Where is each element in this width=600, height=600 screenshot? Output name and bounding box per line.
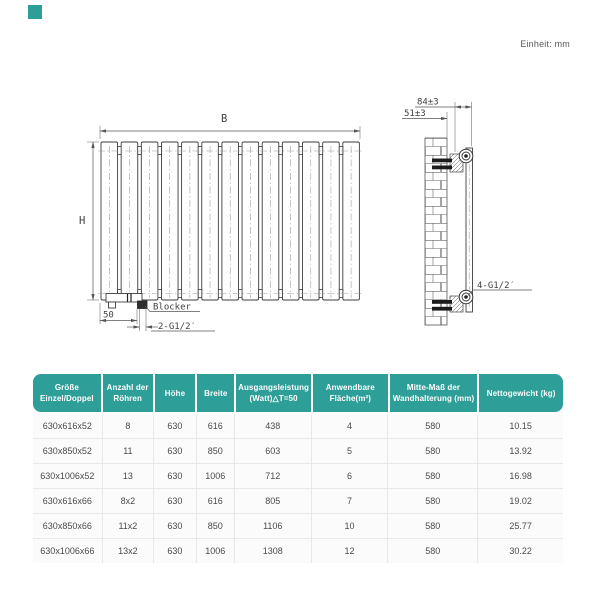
spec-cell: 616	[197, 414, 234, 438]
spec-cell: 11x2	[103, 514, 153, 538]
valve-manifold	[106, 294, 147, 309]
column-header-line: Anzahl der	[106, 383, 149, 392]
spec-cell: 630	[154, 414, 195, 438]
column-header-line: Fläche(m²)	[329, 394, 372, 403]
column-header-8	[479, 374, 563, 412]
spec-table	[33, 374, 563, 563]
spec-cell: 16.98	[478, 464, 563, 488]
spec-cell: 580	[388, 514, 477, 538]
column-header-line: Wandhalterung (mm)	[392, 394, 475, 403]
collector-stub	[138, 147, 142, 155]
spec-cell: 11	[103, 439, 153, 463]
collector-stub	[158, 147, 162, 155]
collector-stub	[259, 147, 263, 155]
spec-cell: 10.15	[478, 414, 563, 438]
spec-cell: 805	[235, 489, 311, 513]
column-header-6	[313, 374, 388, 412]
column-header-3	[155, 374, 196, 412]
column-header-line: Röhren	[113, 394, 142, 403]
spec-cell: 580	[388, 489, 477, 513]
spec-cell: 19.02	[478, 489, 563, 513]
column-header-line: Breite	[204, 388, 228, 398]
spec-cell: 580	[388, 414, 477, 438]
radiator-panels	[101, 142, 359, 300]
spec-cell: 630x616x66	[33, 489, 102, 513]
collector-stub	[178, 147, 182, 155]
side-connection-label: 4-G1/2′	[477, 281, 515, 291]
spec-cell: 13.92	[478, 439, 563, 463]
spec-cell: 580	[388, 539, 477, 563]
collector-stub	[239, 147, 243, 155]
collector-stub	[319, 147, 323, 155]
column-header-line: Größe	[54, 383, 79, 392]
table-body	[33, 414, 563, 563]
bottom-connection-label: 2-G1/2′	[158, 322, 196, 332]
column-header-1	[33, 374, 101, 412]
collector-stub	[118, 147, 122, 155]
blocker-plug	[138, 301, 148, 309]
column-header-line: Anwendbare	[325, 383, 375, 392]
column-header-line: Mitte-Maß der	[406, 383, 461, 392]
spec-cell: 6	[312, 464, 388, 488]
column-header-4	[197, 374, 234, 412]
spec-cell: 630	[154, 539, 195, 563]
front-view	[79, 113, 362, 332]
column-header-line: Höhe	[164, 388, 186, 398]
spec-cell: 13	[103, 464, 153, 488]
spec-cell: 630	[154, 489, 195, 513]
spec-cell: 25.77	[478, 514, 563, 538]
spec-cell: 580	[388, 464, 477, 488]
collector-stub	[339, 147, 343, 155]
height-dim-label: H	[79, 215, 86, 227]
unit-label: Einheit: mm	[520, 39, 570, 49]
offset-50-label: 50	[103, 310, 114, 321]
depth-84-label: 84±3	[417, 97, 439, 108]
spec-cell: 30.22	[478, 539, 563, 563]
spec-cell: 1106	[235, 514, 311, 538]
column-header-line: (Watt)△T=50	[249, 394, 298, 403]
spec-cell: 438	[235, 414, 311, 438]
spec-cell: 4	[312, 414, 388, 438]
spec-cell: 630x1006x66	[33, 539, 102, 563]
spec-cell: 630	[154, 464, 195, 488]
depth-51-label: 51±3	[404, 109, 426, 119]
spec-cell: 1006	[197, 539, 234, 563]
spec-cell: 580	[388, 439, 477, 463]
spec-cell: 850	[197, 439, 234, 463]
collector-stub	[218, 147, 222, 155]
table-header-row	[33, 374, 563, 412]
spec-cell: 630	[154, 514, 195, 538]
spec-cell: 5	[312, 439, 388, 463]
column-header-line: Nettogewicht (kg)	[486, 388, 556, 398]
column-header-5	[236, 374, 311, 412]
spec-cell: 712	[235, 464, 311, 488]
spec-cell: 1006	[197, 464, 234, 488]
collector-stub	[198, 147, 202, 155]
spec-cell: 10	[312, 514, 388, 538]
collector-stub	[279, 147, 283, 155]
spec-cell: 630x850x52	[33, 439, 102, 463]
spec-cell: 1308	[235, 539, 311, 563]
column-header-line: Einzel/Doppel	[39, 394, 94, 403]
column-header-line: Ausgangsleistung	[238, 383, 310, 392]
side-view	[402, 98, 532, 326]
width-dim-label: B	[221, 113, 228, 125]
spec-cell: 616	[197, 489, 234, 513]
spec-cell: 630	[154, 439, 195, 463]
spec-cell: 850	[197, 514, 234, 538]
column-header-7	[390, 374, 478, 412]
spec-cell: 12	[312, 539, 388, 563]
column-header-2	[103, 374, 153, 412]
blocker-label: Blocker	[153, 302, 191, 313]
spec-cell: 8x2	[103, 489, 153, 513]
collector-stub	[299, 147, 303, 155]
spec-cell: 7	[312, 489, 388, 513]
spec-cell: 603	[235, 439, 311, 463]
spec-cell: 630x1006x52	[33, 464, 102, 488]
spec-cell: 630x616x52	[33, 414, 102, 438]
spec-cell: 630x850x66	[33, 514, 102, 538]
spec-cell: 13x2	[103, 539, 153, 563]
spec-cell: 8	[103, 414, 153, 438]
